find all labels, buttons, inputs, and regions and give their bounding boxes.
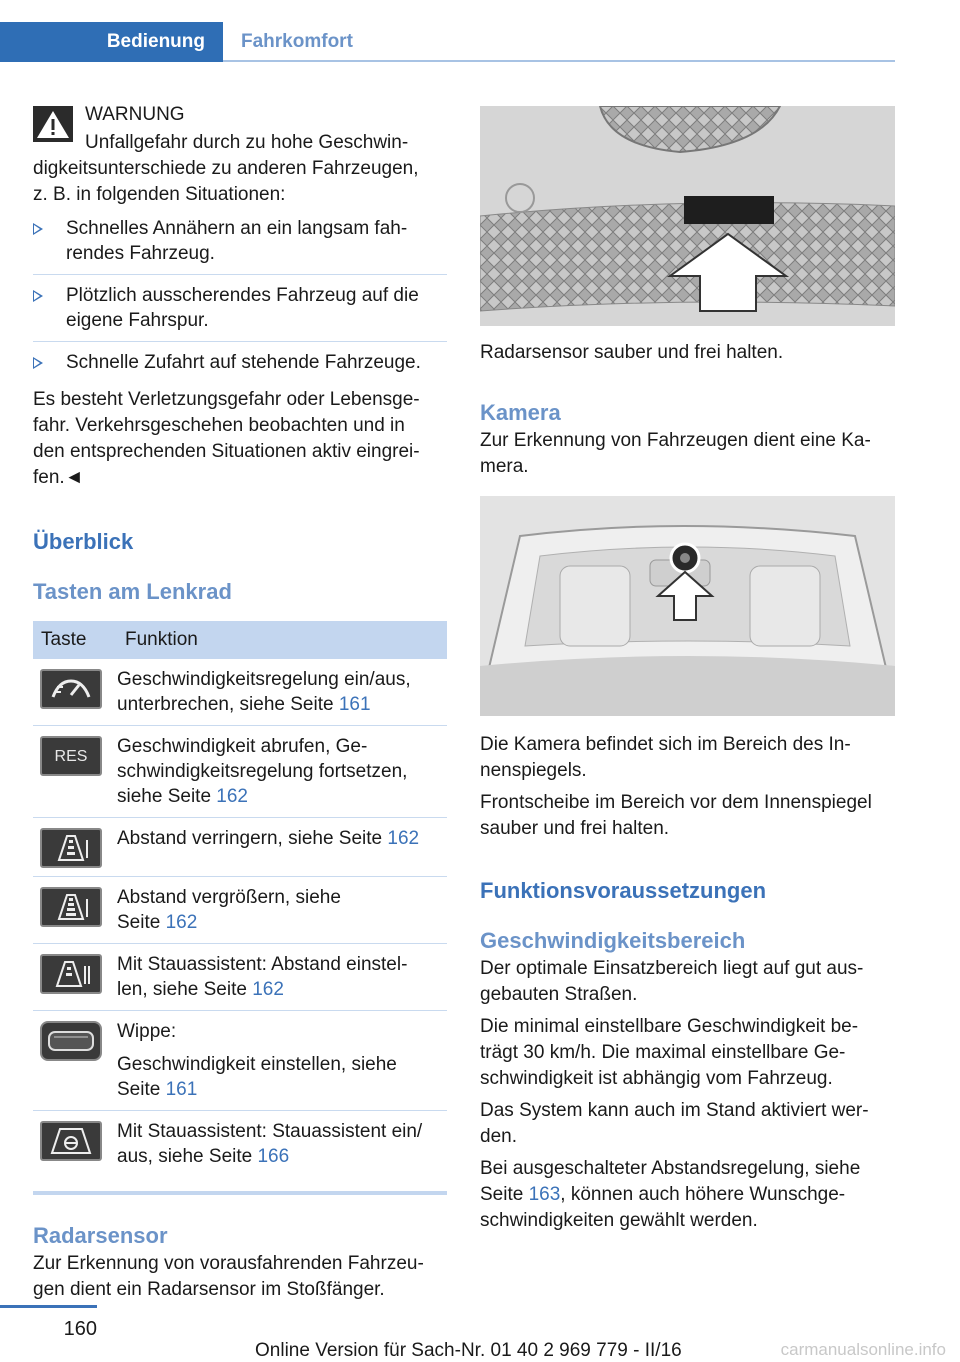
page-link[interactable]: 161 [338,694,371,715]
subheading-speed-range: Geschwindigkeitsbereich [480,928,746,953]
warning-triangle-icon [33,106,73,142]
watermark: carmanualsonline.info [780,1340,946,1359]
page-link[interactable]: 162 [252,979,284,1000]
table-row: Abstand vergrößern, siehe Seite 162 [33,877,447,944]
left-column [33,100,447,1303]
page-link[interactable]: 166 [257,1146,290,1167]
tab-fahrkomfort[interactable]: Fahrkomfort [223,22,895,62]
camera-paragraph: nenspiegels. [480,760,587,781]
camera-paragraph: Die Kamera befindet sich im Bereich des In- [480,734,851,755]
arrow-bullet-icon [33,223,43,235]
traffic-jam-assistant-icon [40,1121,102,1161]
section-heading-overview: Überblick [33,529,134,554]
requirements-paragraph: den. [480,1126,517,1147]
list-item: Schnelles Annähern an ein langsam fah- rendes Fahrzeug. [33,216,447,275]
distance-decrease-icon [40,828,102,868]
list-item: Plötzlich ausscherendes Fahrzeug auf die eigene Fahrspur. [33,283,447,342]
page-link[interactable]: 162 [165,912,198,933]
warning-line: Unfallgefahr durch zu hohe Geschwin- [85,132,409,153]
camera-paragraph: sauber und frei halten. [480,818,670,839]
radar-text: Zur Erkennung von vorausfahrenden Fahrzeu- [33,1253,424,1274]
table-row: Wippe: Geschwindigkeit einstellen, siehe Seite 161 [33,1011,447,1111]
page-number-bar [0,1305,97,1308]
warning-line: z. B. in folgenden Situationen: [33,184,286,205]
camera-image [480,496,895,716]
warning-closing: Es besteht Verletzungsgefahr oder Lebensge- fahr. Verkehrsgeschehen beobachten und in den entsprechenden Situationen aktiv eingrei- fen.◄ [33,389,420,488]
camera-paragraph: Frontscheibe im Bereich vor dem Innenspiegel [480,792,872,813]
requirements-paragraph: Seite 163, können auch höhere Wunschge- [480,1184,846,1205]
requirements-paragraph: Das System kann auch im Stand aktiviert wer- [480,1100,869,1121]
arrow-bullet-icon [33,357,43,369]
page-link[interactable]: 163 [528,1184,561,1205]
distance-increase-icon [40,887,102,927]
page-link[interactable]: 162 [387,828,420,849]
table-row: RES Geschwindigkeit abrufen, Ge- schwindigkeitsregelung fortsetzen, siehe Seite 162 [33,726,447,818]
requirements-paragraph: Der optimale Einsatzbereich liegt auf gut aus- [480,958,864,979]
requirements-paragraph: Die minimal einstellbare Geschwindigkeit be- [480,1016,859,1037]
camera-text: mera. [480,456,529,477]
page-number: 160 [63,1318,97,1340]
requirements-paragraph: Bei ausgeschalteter Abstandsregelung, siehe [480,1158,861,1179]
page-link[interactable]: 161 [165,1079,198,1100]
radar-text: gen dient ein Radarsensor im Stoßfänger. [33,1279,385,1300]
table-row: Mit Stauassistent: Stauassistent ein/ aus, siehe Seite 166 [33,1111,447,1194]
cruise-control-icon [40,669,102,709]
warning-box [33,100,447,491]
tab-bedienung[interactable]: Bedienung [0,22,223,62]
radar-sensor-image [480,106,895,326]
table-row: Abstand verringern, siehe Seite 162 [33,818,447,877]
warning-line: digkeitsunterschiede zu anderen Fahrzeugen, [33,158,419,179]
table-row: Mit Stauassistent: Abstand einstel- len, siehe Seite 162 [33,944,447,1011]
requirements-paragraph: trägt 30 km/h. Die maximal einstellbare Ge- [480,1042,846,1063]
list-item: Schnelle Zufahrt auf stehende Fahrzeuge. [33,350,447,383]
requirements-paragraph: schwindigkeiten gewählt werden. [480,1210,758,1231]
column-header-function: Funktion [117,621,447,659]
column-header-key: Taste [33,621,117,659]
res-button-icon: RES [40,736,102,776]
warning-title: WARNUNG [85,104,185,125]
camera-text: Zur Erkennung von Fahrzeugen dient eine Ka- [480,430,871,451]
warning-list [33,216,447,383]
subheading-camera: Kamera [480,400,561,425]
section-heading-requirements: Funktionsvoraussetzungen [480,878,767,903]
arrow-bullet-icon [33,290,43,302]
page-link[interactable]: 162 [216,786,248,807]
button-table [33,621,447,1195]
rocker-switch-icon [40,1021,102,1061]
requirements-paragraph: gebauten Straßen. [480,984,638,1005]
requirements-paragraph: schwindigkeit ist abhängig vom Fahrzeug. [480,1068,833,1089]
subheading-steering-wheel-buttons: Tasten am Lenkrad [33,579,232,604]
subheading-radar-sensor: Radarsensor [33,1223,168,1248]
radar-caption: Radarsensor sauber und frei halten. [480,342,784,363]
chapter-header [0,22,895,62]
traffic-jam-distance-icon [40,954,102,994]
table-row: Geschwindigkeitsregelung ein/aus, unterbrechen, siehe Seite 161 [33,659,447,726]
right-column [480,106,895,1234]
online-version-text: Online Version für Sach-Nr. 01 40 2 969 779 - II/16 [255,1340,682,1361]
